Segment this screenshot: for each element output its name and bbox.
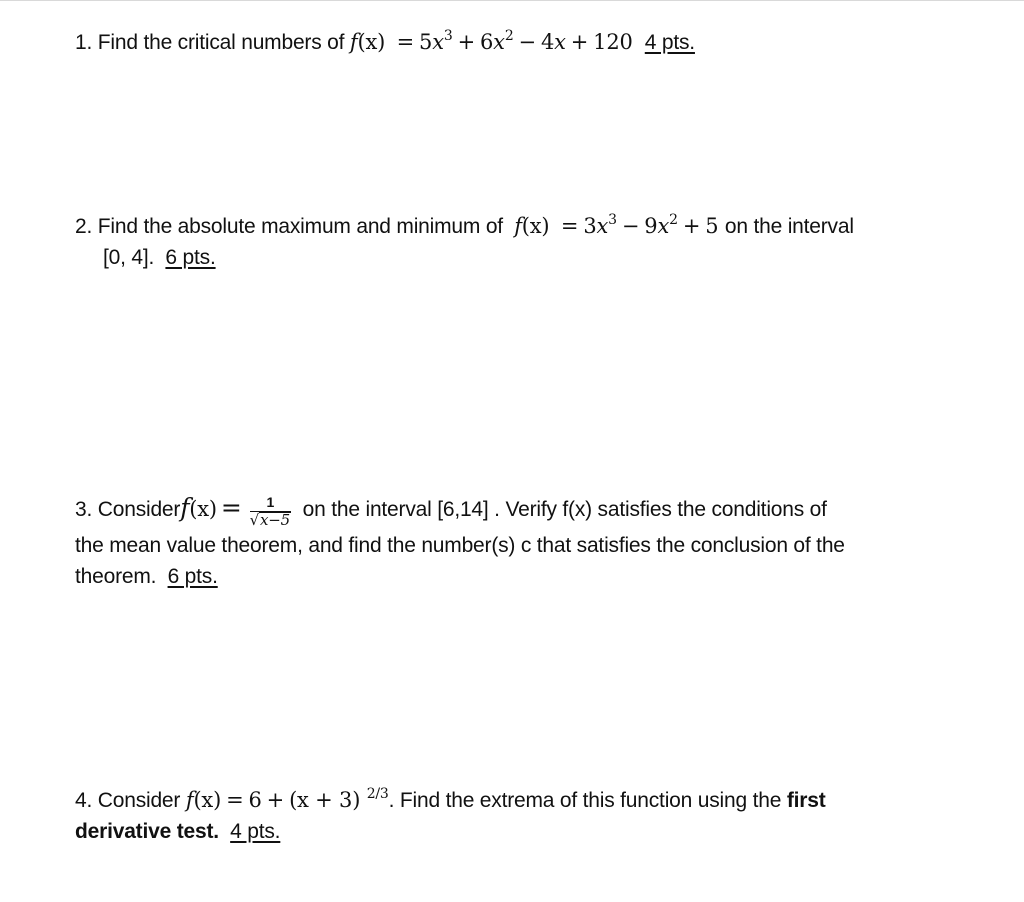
sqrt-sign: √ <box>249 511 260 529</box>
problem-2 <box>75 211 854 273</box>
problem-text: on the interval [6,14] . Verify f(x) satisfies the conditions of <box>302 498 827 521</box>
function-name: f <box>349 30 358 54</box>
exponent: 3 <box>443 28 453 44</box>
page-top-border <box>0 0 1024 1</box>
problem-line-3 <box>75 561 845 592</box>
variable: x <box>554 30 566 54</box>
exponent: 2/3 <box>366 786 389 802</box>
coefficient: 6 <box>479 30 494 54</box>
problem-text: Find the absolute maximum and minimum of <box>97 215 503 238</box>
problem-3 <box>75 492 845 592</box>
operator: + <box>266 788 285 812</box>
problem-number: 2. <box>75 215 93 238</box>
problem-text: . Find the extrema of this function using the <box>388 789 782 812</box>
function-name: f <box>180 493 190 522</box>
problem-line-2 <box>75 242 854 273</box>
function-arg: (x) <box>357 30 386 54</box>
variable: x <box>432 30 444 54</box>
exponent: 2 <box>669 212 678 228</box>
variable: x <box>657 214 670 238</box>
coefficient: 4 <box>540 30 555 54</box>
operator: − <box>518 30 536 54</box>
equals-sign: = <box>226 788 244 812</box>
interval-text: [0, 4]. <box>103 246 155 269</box>
points-label: 4 pts. <box>230 820 281 843</box>
problem-line-1 <box>75 211 854 242</box>
problem-number: 4. <box>75 789 93 812</box>
function-arg: (x) <box>193 788 222 812</box>
problem-line-2 <box>75 816 826 847</box>
operator: + <box>570 30 589 54</box>
problem-4 <box>75 785 826 847</box>
function-name: f <box>514 214 522 238</box>
problem-number: 3. <box>75 498 93 521</box>
problem-text: Find the critical numbers of <box>97 31 345 54</box>
equals-sign: = <box>396 30 415 54</box>
fraction <box>250 495 291 529</box>
fraction-denominator <box>250 512 291 529</box>
equals-sign: = <box>220 493 242 522</box>
bold-text: derivative test. <box>75 820 219 843</box>
fraction-numerator: 1 <box>250 495 291 512</box>
operator: − <box>621 214 640 238</box>
coefficient: 3 <box>583 214 597 238</box>
points-label: 6 pts. <box>167 565 218 588</box>
problem-number: 1. <box>75 31 93 54</box>
radicand: x−5 <box>260 511 291 529</box>
function-name: f <box>185 788 194 812</box>
math-expression <box>350 30 639 54</box>
math-expression <box>514 214 725 238</box>
problem-text: Consider <box>97 498 181 521</box>
constant: 5 <box>705 214 719 238</box>
problem-line-2 <box>75 530 845 561</box>
problem-line-1 <box>75 492 845 530</box>
problem-text: on the interval <box>724 215 854 238</box>
variable: x <box>493 30 505 54</box>
points-label: 6 pts. <box>165 246 216 269</box>
exponent: 2 <box>504 28 514 44</box>
function-arg: (x) <box>189 497 217 521</box>
bold-text: first <box>786 789 826 812</box>
exponent: 3 <box>608 212 617 228</box>
problem-text: the mean value theorem, and find the number(s) c that satisfies the conclusion of the <box>75 534 845 557</box>
problem-1 <box>75 27 695 58</box>
constant: 120 <box>593 30 633 54</box>
coefficient: 9 <box>644 214 658 238</box>
coefficient: 5 <box>419 30 433 54</box>
operator: + <box>682 214 701 238</box>
problem-text: theorem. <box>75 565 157 588</box>
math-expression <box>186 788 389 812</box>
points-label: 4 pts. <box>644 31 695 54</box>
variable: x <box>596 214 609 238</box>
problem-text: Consider <box>97 789 181 812</box>
equals-sign: = <box>560 214 579 238</box>
function-arg: (x) <box>521 214 550 238</box>
operator: + <box>457 30 475 54</box>
parenthesized-term: (x + 3) <box>289 788 361 812</box>
problem-line-1 <box>75 785 826 816</box>
constant: 6 <box>248 788 262 812</box>
